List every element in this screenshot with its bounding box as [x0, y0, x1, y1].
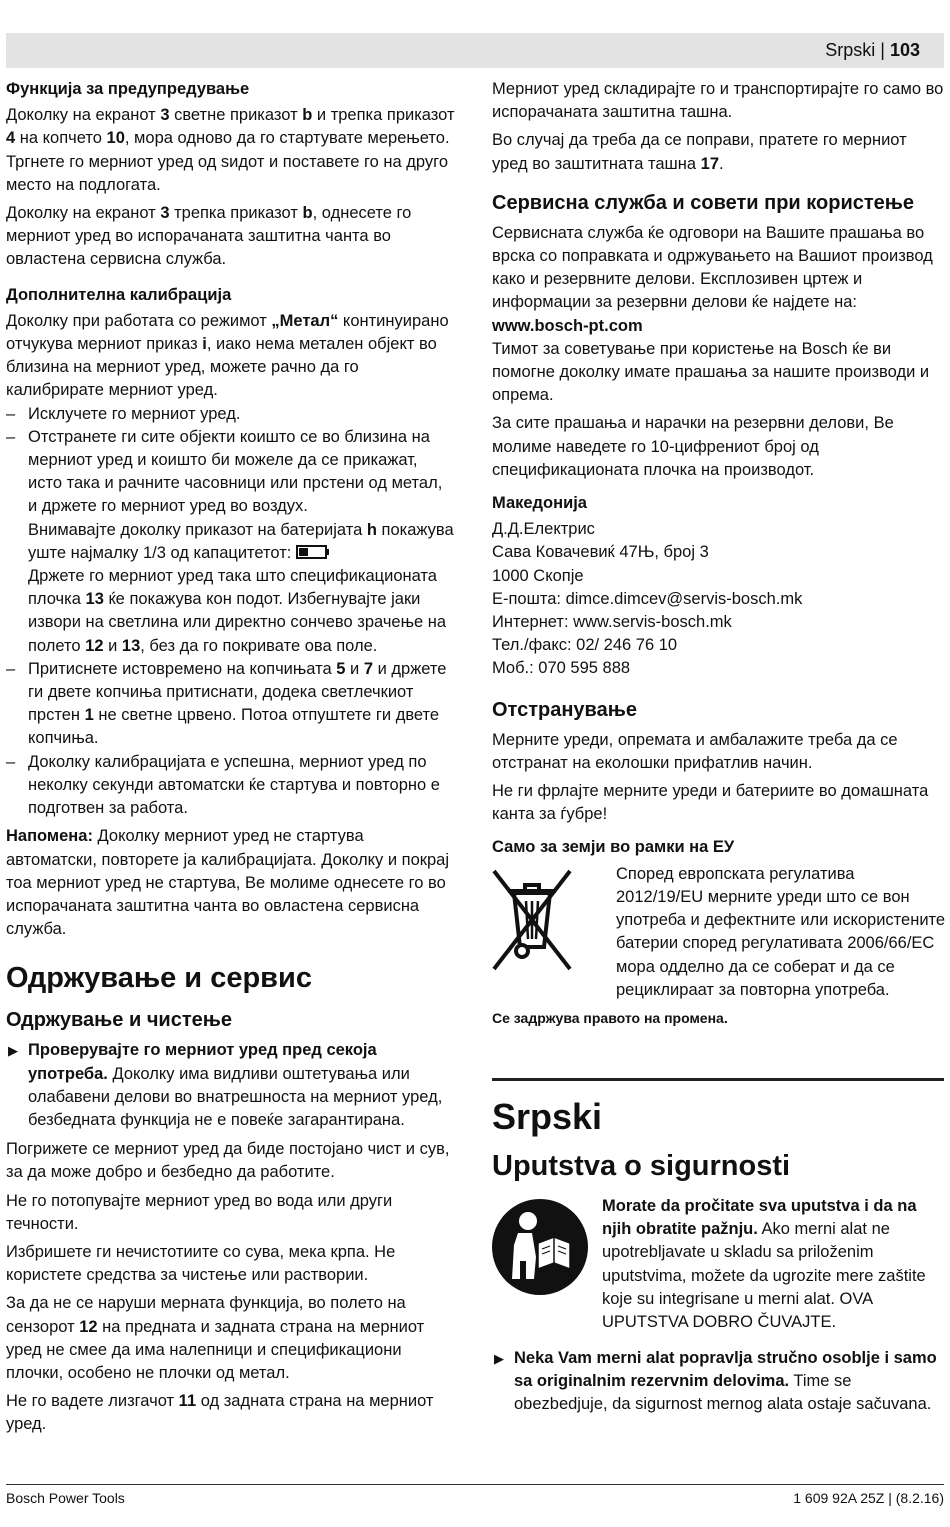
text-run: За да не се наруши мерната функција, во полето на сензорот [6, 1294, 406, 1336]
srpski-heading: Srpski [492, 1095, 603, 1137]
bold-text: 1 [84, 706, 94, 725]
crossed-out-bin-icon [492, 865, 572, 975]
disposal-heading: Отстранување [492, 698, 637, 721]
address-line: Тел./факс: 02/ 246 76 10 [492, 636, 678, 655]
battery-third-icon [296, 544, 330, 560]
left-column [6, 78, 456, 1442]
calibration-intro [6, 310, 456, 403]
page-number: 103 [889, 40, 920, 60]
weee-block [492, 863, 946, 999]
text-run: од задната страна на мерниот уред. [6, 1392, 434, 1434]
maintenance-paragraphs [6, 1138, 456, 1436]
address-line: Моб.: 070 595 888 [492, 659, 631, 678]
warning-paragraph-2 [6, 202, 456, 272]
maintenance-service-heading: Одржување и сервис [6, 962, 312, 995]
warning-function-heading: Функција за предупредување [6, 80, 250, 98]
warning-paragraph-1 [6, 104, 456, 197]
text-run: светне приказот [169, 106, 303, 125]
safety-text [602, 1195, 944, 1334]
text-run: Не ги фрлајте мерните уреди и батериите во домашната канта за ѓубре! [492, 782, 929, 824]
text-run: покажува уште најмалку 1/3 од капацитетот: [28, 520, 454, 562]
dash-bullet-icon: – [6, 752, 16, 771]
header-language: Srpski [825, 40, 876, 60]
bold-text: b [302, 204, 313, 223]
text-run: Тимот за советување при користење на Bosch ќе ви помогне доколку имате прашања за нашите производи и опрема. [492, 339, 930, 405]
additional-calibration-heading: Дополнителна калибрација [6, 285, 232, 304]
text-run: Внимавајте доколку приказот на батеријата [28, 520, 367, 539]
footer-rule [6, 1484, 944, 1485]
paragraph [6, 1390, 456, 1436]
repair-by-experts-text [514, 1349, 937, 1413]
address-line: 1000 Скопје [492, 566, 584, 585]
bold-text: Проверувајте го мерниот уред пред секоја употреба. [28, 1041, 377, 1083]
inspect-before-use-item [6, 1039, 456, 1132]
text-run: За сите прашања и нарачки на резервни делови, Ве молиме наведете го 10-цифрениот број од спецификационата плочка на производот. [492, 414, 894, 479]
text-run: Држете го мерниот уред така што спецификационата плочка [28, 567, 437, 609]
list-item-text [28, 753, 440, 817]
bold-text: Напомена: [6, 827, 93, 846]
text-run: Погрижете се мерниот уред да биде постојано чист и сув, за да може добро и безбедно да работите. [6, 1140, 450, 1182]
disposal-paragraph-1 [492, 729, 944, 775]
text-run: Доколку има видливи оштетувања или олабавени делови во внатрешноста на мерниот уред, безбедната функција не е повеќе загарантирана. [28, 1064, 443, 1129]
text-run: Не го потопувајте мерниот уред во вода или други течности. [6, 1191, 393, 1233]
paragraph [6, 1190, 456, 1236]
triangle-bullet-icon: ▶ [8, 1043, 18, 1059]
dash-bullet-icon: – [6, 659, 16, 678]
text-run: Отстранете ги сите објекти коишто се во близина на мерниот уред и коишто би можеле да се прикажат, исто така и рачните часовници или прстени од метал, и држете го мерниот уред во воздух. [28, 427, 443, 516]
read-manual-icon [492, 1199, 588, 1295]
repair-paragraph [492, 129, 944, 175]
bold-text: 7 [363, 659, 373, 678]
eu-only-heading: Само за земји во рамки на ЕУ [492, 838, 735, 857]
bold-text: 4 [6, 129, 16, 148]
storage-paragraph [492, 78, 944, 124]
safety-instructions-heading: Uputstva o sigurnosti [492, 1149, 791, 1182]
text-run: и [103, 636, 122, 655]
bold-text: 13 [121, 636, 141, 655]
text-run: Доколку на екранот [6, 204, 161, 223]
text-run: на предната и задната страна на мерниот уред не смее да има налепници и спецификациони плочки, особено не плочки од метал. [6, 1317, 425, 1382]
list-item [6, 426, 456, 658]
bold-text: Neka Vam merni alat popravlja stručno osoblje i samo sa originalnim rezervnim delovima. [514, 1348, 937, 1391]
header-separator: | [880, 40, 885, 60]
bold-text: 12 [85, 636, 104, 655]
repair-by-experts-item [492, 1347, 944, 1417]
bold-text: 3 [160, 204, 170, 223]
right-column [492, 78, 944, 1423]
service-paragraph-2 [492, 412, 944, 482]
triangle-bullet-icon: ▶ [494, 1350, 504, 1366]
text-run: Исклучете го мерниот уред. [28, 404, 241, 423]
text-run: Притиснете истовремено на копчињата [28, 659, 337, 678]
bold-text: 3 [160, 106, 170, 125]
text-run: Во случај да треба да се поправи, пратете го мерниот уред во заштитната ташна [492, 131, 907, 173]
bold-text: 12 [79, 1317, 98, 1336]
bold-text: b [302, 106, 313, 125]
bold-text: Morate da pročitate sva uputstva i da na njih obratite pažnju. [602, 1196, 917, 1239]
service-paragraph-1 [492, 222, 944, 408]
text-run: Доколку калибрацијата е успешна, мерниот уред по неколку секунди автоматски ќе стартува и повторно е подготвен за работа. [28, 752, 440, 818]
footer-brand: Bosch Power Tools [6, 1490, 125, 1506]
dash-bullet-icon: – [6, 427, 16, 446]
text-run: континуирано отчукува мерниот приказ [6, 311, 449, 354]
text-run: , однесете го мерниот уред во испорачаната заштитна чанта во овластена сервисна служба. [6, 204, 412, 269]
text-run: на копчето [15, 129, 107, 148]
maintenance-cleaning-heading: Одржување и чистење [6, 1009, 233, 1032]
page-header [6, 33, 944, 68]
text-run: , мора одново да го стартувате мерењето. Тргнете го мерниот уред од ѕидот и поставете го на друго место на подлогата. [6, 129, 450, 194]
weee-directive-text: Според европската регулатива 2012/19/EU мерните уреди што се вон употреба и дефектните или искористените батерии според регулативата 2006/66/EC мора одделно да се соберат и да се рециклираат за повторна употреба. [616, 864, 946, 999]
bold-text: 11 [178, 1392, 197, 1411]
text-run: ќе покажува кон подот. Избегнувајте јаки извори на светлина или директно сончево зрачење на полето [28, 590, 447, 655]
disposal-paragraph-2 [492, 780, 944, 826]
bold-text: 10 [106, 129, 125, 148]
bold-text: 5 [336, 659, 346, 678]
country-heading: Македонија [492, 494, 587, 513]
text-run: , иако нема метален објект во близина на мерниот уред, можете рачно да го калибрирате мерниот уред. [6, 335, 437, 400]
text-run: Не го вадете лизгачот [6, 1392, 179, 1411]
list-item-text [28, 660, 446, 748]
address-line: Интернет: www.servis-bosch.mk [492, 613, 732, 632]
text-run: и држете ги двете копчиња притиснати, додека светлечкиот прстен [28, 659, 447, 725]
bold-text: 13 [85, 590, 104, 609]
list-item [6, 751, 456, 821]
text-run: не светне црвено. Потоа отпуштете ги двете копчиња. [28, 706, 440, 748]
text-run: . [719, 154, 724, 173]
list-item-text [28, 405, 240, 423]
address-line: Д.Д.Електрис [492, 520, 595, 539]
calibration-note [6, 825, 456, 941]
text-run: трепка приказот [169, 204, 303, 223]
text-run: Ako merni alat ne upotrebljavate u skladu sa priloženim uputstvima, možete da ugrozite mere zaštite koje su integrisane u merni alat. OVA UPUTSTVA DOBRO ČUVAJTE. [602, 1220, 926, 1331]
bold-text: 17 [700, 154, 719, 173]
list-item [6, 658, 456, 751]
text-run: Доколку на екранот [6, 106, 161, 125]
paragraph [6, 1241, 456, 1287]
rights-reserved: Се задржува правото на промена. [492, 1009, 728, 1026]
calibration-steps [6, 403, 456, 821]
header-page-label [825, 40, 920, 61]
bold-text: „Метал“ [271, 311, 339, 330]
text-run: Сервисната служба ќе одговори на Вашите прашања во врска со поправката и одржувањето на Вашиот производ како и резервните делови. Експлозивен цртеж и информации за резервни делови ќе најдете на: [492, 223, 933, 312]
service-address [492, 518, 944, 680]
paragraph [6, 1292, 456, 1385]
bold-text: www.bosch-pt.com [492, 316, 643, 335]
service-heading: Сервисна служба и совети при користење [492, 191, 915, 214]
safety-block [492, 1195, 944, 1347]
bold-text: h [366, 520, 377, 539]
inspect-before-use-text [28, 1041, 442, 1129]
text-run: Доколку мерниот уред не стартува автоматски, повторете ја калибрацијата. Доколку и покрај тоа мерниот уред не стартува, Ве молиме однесете го во испорачаната заштитна чанта во овластена сервисна служба. [6, 827, 449, 939]
text-run: и [345, 659, 364, 678]
bold-text: i [202, 335, 207, 354]
dash-bullet-icon: – [6, 404, 16, 423]
text-run: Доколку при работата со режимот [6, 311, 272, 330]
text-run: Мерните уреди, опремата и амбалажите треба да се отстранат на еколошки прифатлив начин. [492, 730, 898, 772]
text-run: Мерниот уред складирајте го и транспортирајте го само во испорачаната заштитна ташна. [492, 80, 944, 122]
list-item [6, 403, 456, 426]
text-run: и трепка приказот [312, 106, 455, 125]
list-item-text [28, 428, 454, 655]
text-run: Time se obezbedjuje, da sigurnost mernog alata ostaje sačuvana. [514, 1372, 932, 1414]
paragraph [6, 1138, 456, 1184]
footer-doc-number: 1 609 92A 25Z | (8.2.16) [793, 1490, 944, 1506]
text-run: , без да го покривате ова поле. [140, 636, 378, 655]
address-line: Е-пошта: dimce.dimcev@servis-bosch.mk [492, 589, 803, 608]
srpski-section [492, 1078, 944, 1417]
address-line: Сава Ковачевиќ 47Њ, број 3 [492, 543, 709, 562]
text-run: Избришете ги нечистотиите со сува, мека крпа. Не користете средства за чистење или раствории. [6, 1242, 396, 1285]
